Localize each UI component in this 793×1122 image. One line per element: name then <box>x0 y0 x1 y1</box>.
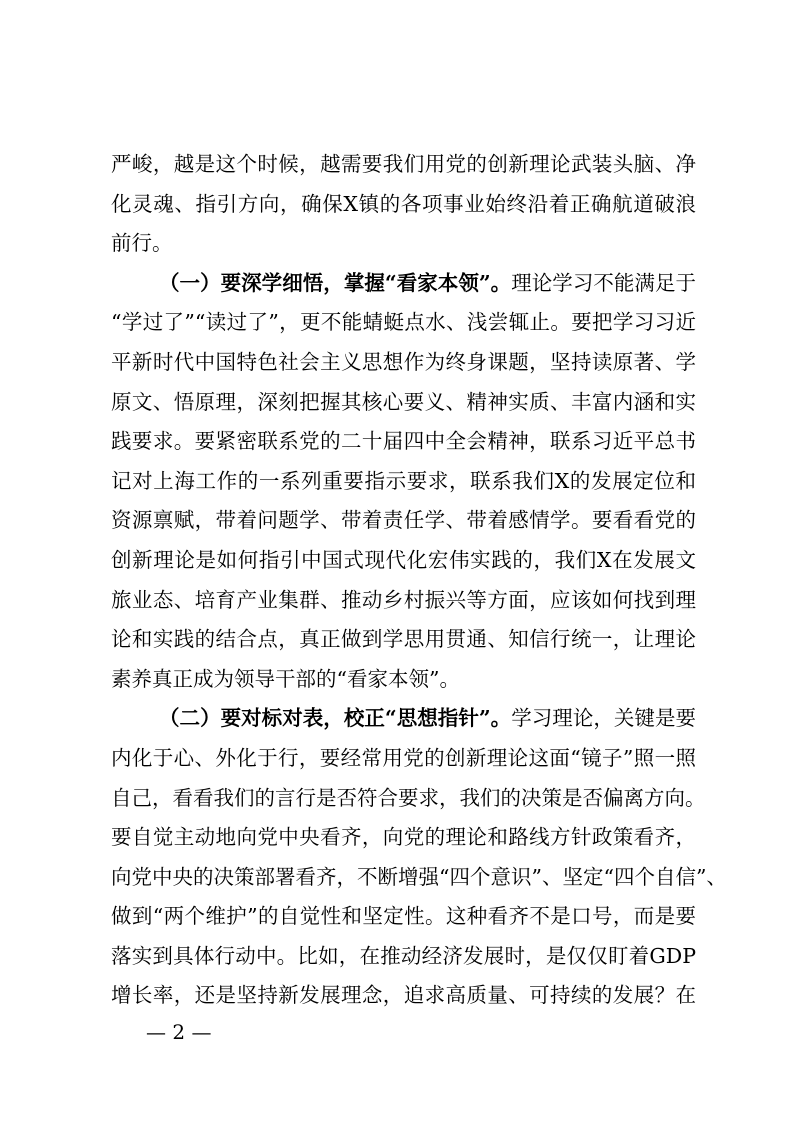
paragraph-line: 落实到具体行动中。比如，在推动经济发展时，是仅仅盯着GDP <box>111 943 696 968</box>
paragraph-line: 旅业态、培育产业集群、推动乡村振兴等方面，应该如何找到理 <box>111 587 696 612</box>
paragraph-line: 论和实践的结合点，真正做到学思用贯通、知信行统一，让理论 <box>111 627 696 652</box>
section-heading-rest: 学习理论，关键是要 <box>511 706 696 731</box>
paragraph-line: 前行。 <box>111 231 173 256</box>
paragraph-line: 记对上海工作的一系列重要指示要求，联系我们X的发展定位和 <box>111 468 696 493</box>
section-heading-rest: 理论学习不能满足于 <box>511 270 696 295</box>
paragraph-line: 要自觉主动地向党中央看齐，向党的理论和路线方针政策看齐， <box>111 825 696 850</box>
paragraph-line: 严峻，越是这个时候，越需要我们用党的创新理论武装头脑、净 <box>111 152 696 176</box>
paragraph-line: 原文、悟原理，深刻把握其核心要义、精神实质、丰富内涵和实 <box>111 389 696 414</box>
paragraph-line: 素养真正成为领导干部的“看家本领”。 <box>111 666 460 691</box>
paragraph-line: 践要求。要紧密联系党的二十届四中全会精神，联系习近平总书 <box>111 429 696 454</box>
section-heading-line <box>111 264 696 304</box>
section-heading: （二）要对标对表，校正“思想指针”。 <box>159 706 512 731</box>
page-number: — 2 — <box>146 1020 212 1044</box>
section-heading: （一）要深学细悟，掌握“看家本领”。 <box>159 270 512 295</box>
paragraph-line: 向党中央的决策部署看齐，不断增强“四个意识”、坚定“四个自信”、 <box>111 864 727 889</box>
paragraph-line: 创新理论是如何指引中国式现代化宏伟实践的，我们X在发展文 <box>111 547 696 572</box>
paragraph-line: 内化于心、外化于行，要经常用党的创新理论这面“镜子”照一照 <box>111 745 696 770</box>
body-text <box>111 145 727 1016</box>
paragraph-line: “学过了”“读过了”，更不能蜻蜓点水、浅尝辄止。要把学习习近 <box>111 310 696 335</box>
paragraph-line: 资源禀赋，带着问题学、带着责任学、带着感情学。要看看党的 <box>111 508 696 533</box>
paragraph-line: 增长率，还是坚持新发展理念，追求高质量、可持续的发展？在 <box>111 983 696 1008</box>
paragraph-line: 化灵魂、指引方向，确保X镇的各项事业始终沿着正确航道破浪 <box>111 191 696 216</box>
paragraph-line: 自己，看看我们的言行是否符合要求，我们的决策是否偏离方向。 <box>111 785 706 810</box>
paragraph-line: 做到“两个维护”的自觉性和坚定性。这种看齐不是口号，而是要 <box>111 904 696 929</box>
paragraph-line: 平新时代中国特色社会主义思想作为终身课题，坚持读原著、学 <box>111 349 696 374</box>
section-heading-line <box>111 699 696 739</box>
